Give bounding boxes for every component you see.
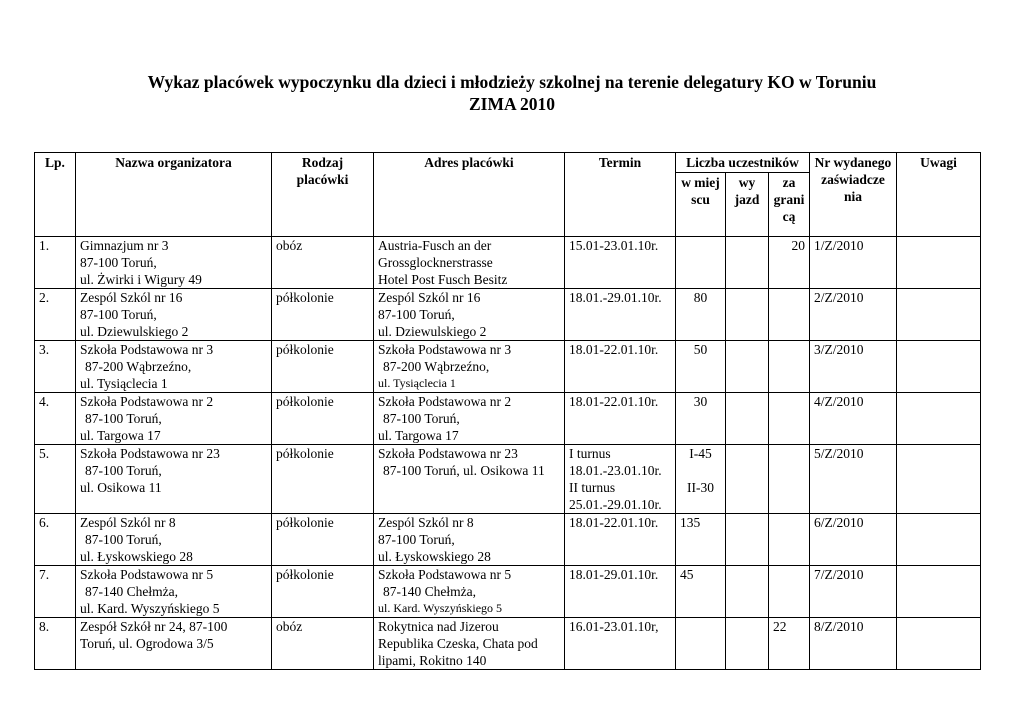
cell-line: Grossglocknerstrasse bbox=[378, 255, 493, 270]
cell-line: ul. Osikowa 11 bbox=[80, 480, 162, 495]
row-organizator bbox=[76, 618, 272, 670]
row-lp: 4. bbox=[35, 393, 76, 445]
cell-line: Szkoła Podstawowa nr 3 bbox=[80, 342, 214, 357]
row-za-granica bbox=[769, 289, 810, 341]
row-adres bbox=[374, 341, 565, 393]
row-uwagi bbox=[897, 341, 981, 393]
row-lp: 2. bbox=[35, 289, 76, 341]
cell-line: Gimnazjum nr 3 bbox=[80, 238, 169, 253]
cell-line: ul. Targowa 17 bbox=[80, 428, 161, 443]
table-row bbox=[35, 393, 981, 445]
row-rodzaj: półkolonie bbox=[272, 566, 374, 618]
table-row bbox=[35, 445, 981, 514]
row-rodzaj: półkolonie bbox=[272, 341, 374, 393]
row-organizator bbox=[76, 341, 272, 393]
row-nr: 5/Z/2010 bbox=[810, 445, 897, 514]
header-wyjazd: wy jazd bbox=[726, 173, 769, 237]
cell-line: 15.01-23.01.10r. bbox=[569, 238, 659, 253]
cell-line: 87-100 Toruń, bbox=[80, 307, 157, 322]
row-za-granica: 20 bbox=[769, 237, 810, 289]
row-za-granica bbox=[769, 514, 810, 566]
table-row bbox=[35, 341, 981, 393]
row-organizator bbox=[76, 289, 272, 341]
row-lp: 8. bbox=[35, 618, 76, 670]
table-row bbox=[35, 618, 981, 670]
row-wyjazd bbox=[726, 566, 769, 618]
header-w-miejscu: w miej scu bbox=[676, 173, 726, 237]
document-title: Wykaz placówek wypoczynku dla dzieci i młodzieży szkolnej na terenie delegatury KO w Toruniu bbox=[147, 72, 877, 92]
cell-line: 87-100 Toruń, ul. Osikowa 11 bbox=[383, 463, 545, 478]
table-row bbox=[35, 566, 981, 618]
row-organizator bbox=[76, 393, 272, 445]
row-w-miejscu bbox=[676, 618, 726, 670]
table-row bbox=[35, 289, 981, 341]
cell-line: ul. Dziewulskiego 2 bbox=[378, 324, 487, 339]
header-adres: Adres placówki bbox=[374, 153, 565, 237]
cell-line: 87-200 Wąbrzeźno, bbox=[383, 359, 490, 374]
row-uwagi bbox=[897, 445, 981, 514]
cell-line: Toruń, ul. Ogrodowa 3/5 bbox=[80, 636, 214, 651]
cell-line: lipami, Rokitno 140 bbox=[378, 653, 487, 668]
row-uwagi bbox=[897, 618, 981, 670]
table-row bbox=[35, 514, 981, 566]
row-wyjazd bbox=[726, 514, 769, 566]
row-nr: 8/Z/2010 bbox=[810, 618, 897, 670]
header-uwagi: Uwagi bbox=[897, 153, 981, 237]
row-termin bbox=[565, 445, 676, 514]
cell-line: Zespól Szkól nr 16 bbox=[80, 290, 183, 305]
cell-line: 87-100 Toruń, bbox=[85, 411, 162, 426]
row-w-miejscu bbox=[676, 237, 726, 289]
row-adres bbox=[374, 289, 565, 341]
row-nr: 1/Z/2010 bbox=[810, 237, 897, 289]
cell-line: 87-140 Chełmża, bbox=[85, 584, 178, 599]
row-za-granica bbox=[769, 445, 810, 514]
row-lp: 1. bbox=[35, 237, 76, 289]
cell-line: ul. Kard. Wyszyńskiego 5 bbox=[378, 601, 503, 615]
document-subtitle: ZIMA 2010 bbox=[468, 94, 556, 114]
row-termin bbox=[565, 566, 676, 618]
cell-line: 87-100 Toruń, bbox=[80, 255, 157, 270]
row-w-miejscu: 80 bbox=[676, 289, 726, 341]
row-rodzaj: półkolonie bbox=[272, 289, 374, 341]
cell-line: 87-100 Toruń, bbox=[85, 532, 162, 547]
row-wyjazd bbox=[726, 445, 769, 514]
row-nr: 6/Z/2010 bbox=[810, 514, 897, 566]
cell-line: ul. Kard. Wyszyńskiego 5 bbox=[80, 601, 220, 616]
cell-line: ul. Dziewulskiego 2 bbox=[80, 324, 189, 339]
row-termin bbox=[565, 289, 676, 341]
cell-line: Zespól Szkól nr 8 bbox=[378, 515, 474, 530]
cell-line: 18.01-22.01.10r. bbox=[569, 394, 659, 409]
cell-line: II turnus bbox=[569, 480, 616, 495]
row-termin bbox=[565, 341, 676, 393]
header-lp: Lp. bbox=[35, 153, 76, 237]
row-adres bbox=[374, 566, 565, 618]
table-row bbox=[35, 237, 981, 289]
cell-line: II-30 bbox=[687, 480, 714, 495]
cell-line: 18.01.-23.01.10r. bbox=[569, 463, 662, 478]
row-za-granica: 22 bbox=[769, 618, 810, 670]
row-uwagi bbox=[897, 566, 981, 618]
placowki-table bbox=[34, 152, 981, 670]
row-organizator bbox=[76, 514, 272, 566]
cell-line: I-45 bbox=[689, 446, 712, 461]
row-rodzaj: obóz bbox=[272, 618, 374, 670]
row-wyjazd bbox=[726, 618, 769, 670]
cell-line: Szkoła Podstawowa nr 2 bbox=[80, 394, 214, 409]
cell-line bbox=[680, 462, 721, 479]
row-w-miejscu: 50 bbox=[676, 341, 726, 393]
row-lp: 6. bbox=[35, 514, 76, 566]
cell-line: Szkoła Podstawowa nr 2 bbox=[378, 394, 512, 409]
cell-line: 87-100 Toruń, bbox=[383, 411, 460, 426]
row-termin bbox=[565, 618, 676, 670]
cell-line: 87-100 Toruń, bbox=[378, 307, 455, 322]
cell-line: Szkoła Podstawowa nr 23 bbox=[378, 446, 518, 461]
cell-line: Szkoła Podstawowa nr 5 bbox=[80, 567, 214, 582]
row-wyjazd bbox=[726, 393, 769, 445]
cell-line: ul. Żwirki i Wigury 49 bbox=[80, 272, 202, 287]
row-uwagi bbox=[897, 289, 981, 341]
row-nr: 7/Z/2010 bbox=[810, 566, 897, 618]
row-rodzaj: półkolonie bbox=[272, 445, 374, 514]
cell-line: ul. Łyskowskiego 28 bbox=[378, 549, 491, 564]
row-rodzaj: obóz bbox=[272, 237, 374, 289]
cell-line: ul. Łyskowskiego 28 bbox=[80, 549, 193, 564]
cell-line: Zespól Szkól nr 16 bbox=[378, 290, 481, 305]
cell-line: Szkoła Podstawowa nr 23 bbox=[80, 446, 220, 461]
cell-line: 87-140 Chełmża, bbox=[383, 584, 476, 599]
row-adres bbox=[374, 237, 565, 289]
row-nr: 2/Z/2010 bbox=[810, 289, 897, 341]
cell-line: I turnus bbox=[569, 446, 611, 461]
cell-line: Republika Czeska, Chata pod bbox=[378, 636, 538, 651]
row-wyjazd bbox=[726, 237, 769, 289]
row-lp: 3. bbox=[35, 341, 76, 393]
row-adres bbox=[374, 445, 565, 514]
row-adres bbox=[374, 514, 565, 566]
cell-line: Zespól Szkól nr 8 bbox=[80, 515, 176, 530]
row-uwagi bbox=[897, 237, 981, 289]
cell-line: 87-100 Toruń, bbox=[378, 532, 455, 547]
row-lp: 5. bbox=[35, 445, 76, 514]
header-liczba: Liczba uczestników bbox=[676, 153, 810, 173]
cell-line: ul. Targowa 17 bbox=[378, 428, 459, 443]
row-termin bbox=[565, 237, 676, 289]
cell-line: 18.01-22.01.10r. bbox=[569, 515, 659, 530]
cell-line: 16.01-23.01.10r, bbox=[569, 619, 659, 634]
header-nr: Nr wydanego zaświadcze nia bbox=[810, 153, 897, 237]
row-uwagi bbox=[897, 514, 981, 566]
row-termin bbox=[565, 514, 676, 566]
row-organizator bbox=[76, 566, 272, 618]
row-w-miejscu: 135 bbox=[676, 514, 726, 566]
row-rodzaj: półkolonie bbox=[272, 514, 374, 566]
row-w-miejscu bbox=[676, 445, 726, 514]
cell-line: Zespół Szkół nr 24, 87-100 bbox=[80, 619, 228, 634]
row-uwagi bbox=[897, 393, 981, 445]
header-za-granica: za grani cą bbox=[769, 173, 810, 237]
cell-line: Szkoła Podstawowa nr 3 bbox=[378, 342, 512, 357]
row-organizator bbox=[76, 237, 272, 289]
cell-line: 18.01-29.01.10r. bbox=[569, 567, 659, 582]
row-nr: 4/Z/2010 bbox=[810, 393, 897, 445]
row-adres bbox=[374, 618, 565, 670]
row-wyjazd bbox=[726, 341, 769, 393]
cell-line: Austria-Fusch an der bbox=[378, 238, 492, 253]
row-rodzaj: półkolonie bbox=[272, 393, 374, 445]
row-za-granica bbox=[769, 393, 810, 445]
cell-line: 25.01.-29.01.10r. bbox=[569, 497, 662, 512]
cell-line: 18.01-22.01.10r. bbox=[569, 342, 659, 357]
cell-line: 87-100 Toruń, bbox=[85, 463, 162, 478]
header-termin: Termin bbox=[565, 153, 676, 237]
cell-line: Szkoła Podstawowa nr 5 bbox=[378, 567, 512, 582]
row-nr: 3/Z/2010 bbox=[810, 341, 897, 393]
row-termin bbox=[565, 393, 676, 445]
cell-line: Hotel Post Fusch Besitz bbox=[378, 272, 508, 287]
row-za-granica bbox=[769, 566, 810, 618]
row-organizator bbox=[76, 445, 272, 514]
row-lp: 7. bbox=[35, 566, 76, 618]
cell-line: ul. Tysiąclecia 1 bbox=[378, 376, 456, 390]
cell-line: Rokytnica nad Jizerou bbox=[378, 619, 499, 634]
cell-line: 18.01.-29.01.10r. bbox=[569, 290, 662, 305]
cell-line: ul. Tysiąclecia 1 bbox=[80, 376, 168, 391]
header-rodzaj: Rodzaj placówki bbox=[272, 153, 374, 237]
cell-line: 87-200 Wąbrzeźno, bbox=[85, 359, 192, 374]
row-wyjazd bbox=[726, 289, 769, 341]
row-adres bbox=[374, 393, 565, 445]
row-w-miejscu: 45 bbox=[676, 566, 726, 618]
header-nazwa: Nazwa organizatora bbox=[76, 153, 272, 237]
row-w-miejscu: 30 bbox=[676, 393, 726, 445]
row-za-granica bbox=[769, 341, 810, 393]
